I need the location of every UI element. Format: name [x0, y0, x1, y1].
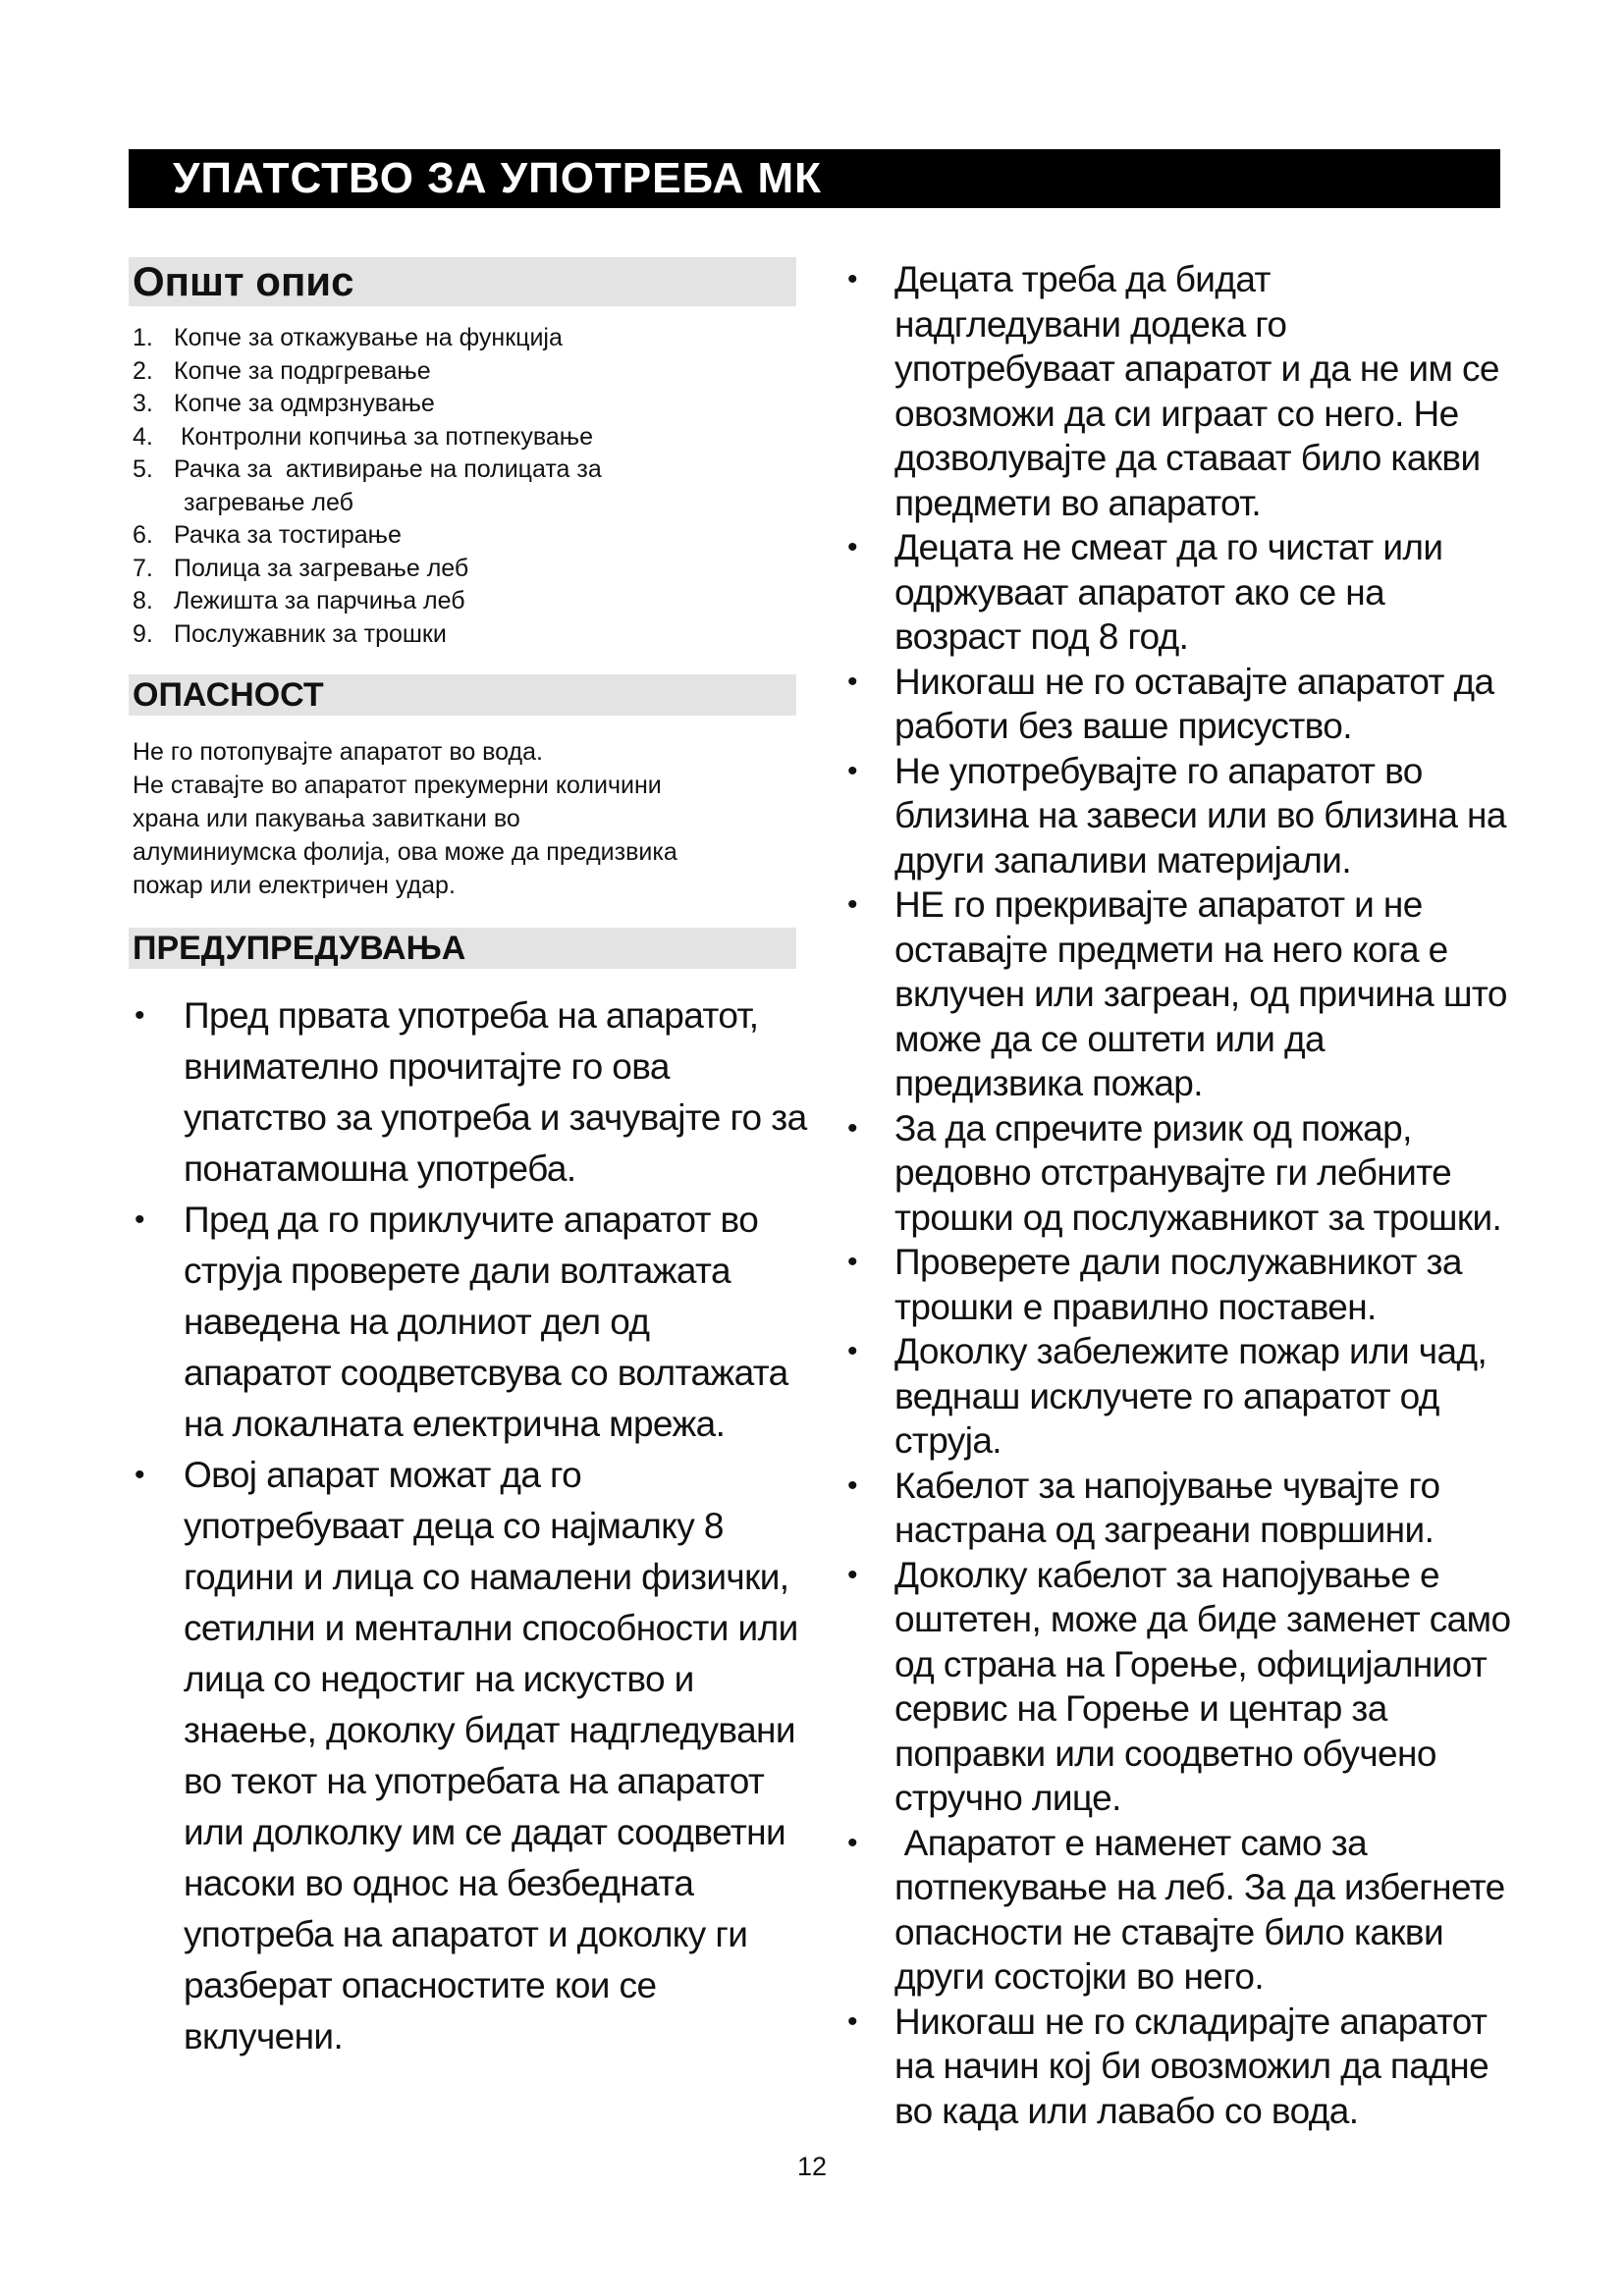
bullet-item [828, 525, 1535, 660]
parts-list [129, 322, 796, 651]
list-item [129, 553, 796, 586]
bullet-line: Доколку забележите пожар или чад, [894, 1331, 1488, 1371]
bullet-line: дозволувајте да ставаат било какви [894, 438, 1481, 478]
bullet-icon: • [135, 999, 144, 1032]
bullet-line: оштетен, може да биде заменет само [894, 1599, 1511, 1639]
item-number: 5. [133, 455, 153, 483]
bullet-line: трошки од послужавникот за трошки. [894, 1197, 1502, 1238]
bullet-line: одржуваат апаратот ако се на [894, 571, 1385, 613]
list-item [129, 421, 796, 454]
bullet-icon: • [135, 1203, 144, 1236]
bullet-line: редовно отстранувајте ги лебните [894, 1152, 1452, 1193]
bullet-line: други состојки во него. [894, 1956, 1265, 1997]
bullet-icon: • [847, 1468, 857, 1502]
bullet-line: насоки во однос на безбедната [184, 1863, 694, 1903]
bullet-line: близина на завеси или во близина на [894, 795, 1506, 835]
bullet-icon: • [847, 1111, 857, 1145]
bullet-item [129, 990, 807, 1195]
bullet-icon: • [847, 665, 857, 698]
bullet-line: За да спречите ризик од пожар, [894, 1107, 1412, 1148]
list-item [129, 322, 796, 355]
bullet-item [828, 2000, 1535, 2134]
bullet-line: може да се оштети или да [894, 1018, 1326, 1059]
bullet-icon: • [847, 531, 857, 563]
bullet-line: стручно лице. [894, 1778, 1121, 1818]
bullet-line: години и лица со намалени физички, [184, 1557, 789, 1597]
bullet-line: понатамошна употреба. [184, 1148, 576, 1189]
item-number: 2. [133, 356, 153, 385]
bullet-line: предмети во апаратот. [894, 482, 1262, 523]
warnings-heading: ПРЕДУПРЕДУВАЊА [129, 928, 796, 969]
bullet-line: од страна на Горење, официјалниот [894, 1643, 1488, 1684]
bullet-line: разберат опасностите кои се [184, 1965, 657, 2005]
bullet-icon: • [135, 1459, 144, 1491]
bullet-item [828, 882, 1535, 1106]
item-number: 7. [133, 554, 153, 582]
list-item [129, 585, 796, 618]
bullet-line: овозможи да си играат со него. Не [894, 393, 1459, 434]
right-column [828, 257, 1535, 2133]
danger-line: алуминиумска фолија, ова може да предизвика [133, 838, 677, 866]
bullet-line: Кабелот за напојување чувајте го [894, 1465, 1440, 1506]
bullet-line: сетилни и ментални способности или [184, 1608, 798, 1648]
bullet-icon: • [847, 1246, 857, 1278]
item-text-continued: загревање леб [184, 488, 353, 516]
list-item [129, 355, 796, 389]
bullet-line: вклучени. [184, 2016, 344, 2056]
danger-line: храна или пакувања завиткани во [133, 805, 520, 832]
bullet-icon: • [847, 1335, 857, 1367]
bullet-line: трошки е правилно поставен. [894, 1286, 1377, 1327]
bullet-item [828, 257, 1535, 525]
bullet-line: надгледувани додека го [894, 303, 1287, 345]
danger-line: Не ставајте во апаратот прекумерни количини [133, 772, 662, 799]
bullet-line: сервис на Горење и центар за [894, 1688, 1387, 1729]
bullet-line: потпекување на леб. За да избегнете [894, 1867, 1505, 1907]
page-title: УПАТСТВО ЗА УПОТРЕБА МК [173, 154, 822, 202]
bullet-line: или долколку им се дадат соодветни [184, 1812, 786, 1852]
bullet-line: возраст под 8 год. [894, 616, 1189, 657]
bullet-line: знаење, доколку бидат надгледувани [184, 1710, 795, 1750]
bullet-line: на локалната електрична мрежа. [184, 1404, 726, 1444]
bullet-line: Овој апарат можат да го [184, 1455, 582, 1495]
item-number: 3. [133, 390, 153, 417]
item-number: 9. [133, 619, 153, 648]
bullet-icon: • [847, 263, 857, 295]
bullet-line: поправки или соодветно обучено [894, 1733, 1436, 1774]
list-item [129, 454, 796, 519]
item-text: Копче за подргревање [174, 356, 431, 385]
item-number: 8. [133, 587, 153, 614]
bullet-line: Доколку кабелот за напојување е [894, 1554, 1439, 1595]
bullet-line: во када или лавабо со вода. [894, 2090, 1359, 2131]
bullet-line: Проверете дали послужавникот за [894, 1242, 1462, 1282]
bullet-item [828, 1329, 1535, 1464]
danger-line: пожар или електричен удар. [133, 872, 456, 899]
bullet-item [828, 1240, 1535, 1329]
bullet-line: лица со недостиг на искуство и [184, 1659, 694, 1699]
bullet-line: Децата не смеат да го чистат или [894, 527, 1443, 567]
item-text: Рачка за активирање на полицата за [174, 455, 602, 483]
bullet-line: струја проверете дали волтажата [184, 1251, 731, 1291]
bullet-line: веднаш исклучете го апаратот од [894, 1375, 1439, 1416]
bullet-line: опасности не ставајте било какви [894, 1911, 1444, 1952]
bullet-icon: • [847, 2004, 857, 2038]
bullet-line: наведена на долниот дел од [184, 1302, 650, 1342]
bullet-line: Децата треба да бидат [894, 259, 1271, 299]
bullet-item [828, 1106, 1535, 1241]
bullet-icon: • [847, 1558, 857, 1591]
bullet-line: внимателно прочитајте го ова [184, 1046, 670, 1087]
bullet-line: работи без ваше присуство. [894, 706, 1352, 746]
bullet-line: Никогаш не го оставајте апаратот да [894, 661, 1494, 702]
bullet-line: Не употребувајте го апаратот во [894, 750, 1423, 791]
bullet-line: настрана од загреани површини. [894, 1510, 1435, 1550]
bullet-line: предизвика пожар. [894, 1063, 1203, 1103]
bullet-line: Пред првата употреба на апаратот, [184, 995, 759, 1036]
bullet-line: на начин кој би овозможил да падне [894, 2046, 1489, 2086]
warnings-list-right [828, 257, 1535, 2133]
bullet-line: оставајте предмети на него кога е [894, 929, 1448, 970]
item-text: Рачка за тостирање [174, 521, 402, 549]
item-number: 1. [133, 324, 153, 351]
list-item [129, 618, 796, 652]
bullet-line: Пред да го приклучите апаратот во [184, 1200, 759, 1240]
bullet-item [828, 660, 1535, 749]
bullet-icon: • [847, 754, 857, 787]
bullet-item [828, 749, 1535, 883]
danger-text [129, 735, 796, 902]
bullet-line: упатство за употреба и зачувајте го за [184, 1097, 807, 1138]
danger-line: Не го потопувајте апаратот во вода. [133, 738, 543, 766]
danger-heading: ОПАСНОСТ [129, 674, 796, 716]
bullet-line: вклучен или загреан, од причина што [894, 974, 1507, 1014]
item-text: Копче за одмрзнување [174, 390, 435, 417]
bullet-line: апаратот соодветсвува со волтажата [184, 1353, 788, 1393]
bullet-line: во текот на употребата на апаратот [184, 1761, 765, 1801]
bullet-line: Никогаш не го складирајте апаратот [894, 2001, 1488, 2042]
bullet-item [129, 1195, 796, 1450]
left-column [129, 257, 807, 2062]
item-text: Послужавник за трошки [174, 619, 447, 648]
bullet-line: струја. [894, 1420, 1001, 1461]
item-number: 4. [133, 422, 153, 451]
bullet-line: Апаратот е наменет само за [894, 1822, 1368, 1863]
bullet-line: употребуваат деца со најмалку 8 [184, 1506, 724, 1546]
overview-heading: Општ опис [129, 257, 796, 306]
list-item [129, 388, 796, 421]
bullet-icon: • [847, 1826, 857, 1859]
bullet-line: употреба на апаратот и доколку ги [184, 1914, 748, 1954]
bullet-line: НЕ го прекривајте апаратот и не [894, 884, 1423, 925]
bullet-item [828, 1821, 1535, 2000]
item-text: Полица за загревање леб [174, 554, 469, 582]
bullet-line: други запаливи материјали. [894, 839, 1352, 881]
title-bar [129, 149, 1500, 208]
bullet-line: употребуваат апаратот и да не им се [894, 348, 1499, 389]
item-text: Лежишта за парчиња леб [174, 587, 465, 614]
bullet-item [129, 1450, 796, 2062]
bullet-icon: • [847, 888, 857, 921]
item-text: Копче за откажување на функција [174, 324, 563, 351]
bullet-item [828, 1464, 1535, 1553]
item-text: Контролни копчиња за потпекување [174, 422, 593, 451]
bullet-item [828, 1553, 1535, 1821]
item-number: 6. [133, 521, 153, 549]
warnings-list-left [129, 990, 807, 2062]
list-item [129, 519, 796, 553]
page-number: 12 [796, 2152, 828, 2181]
